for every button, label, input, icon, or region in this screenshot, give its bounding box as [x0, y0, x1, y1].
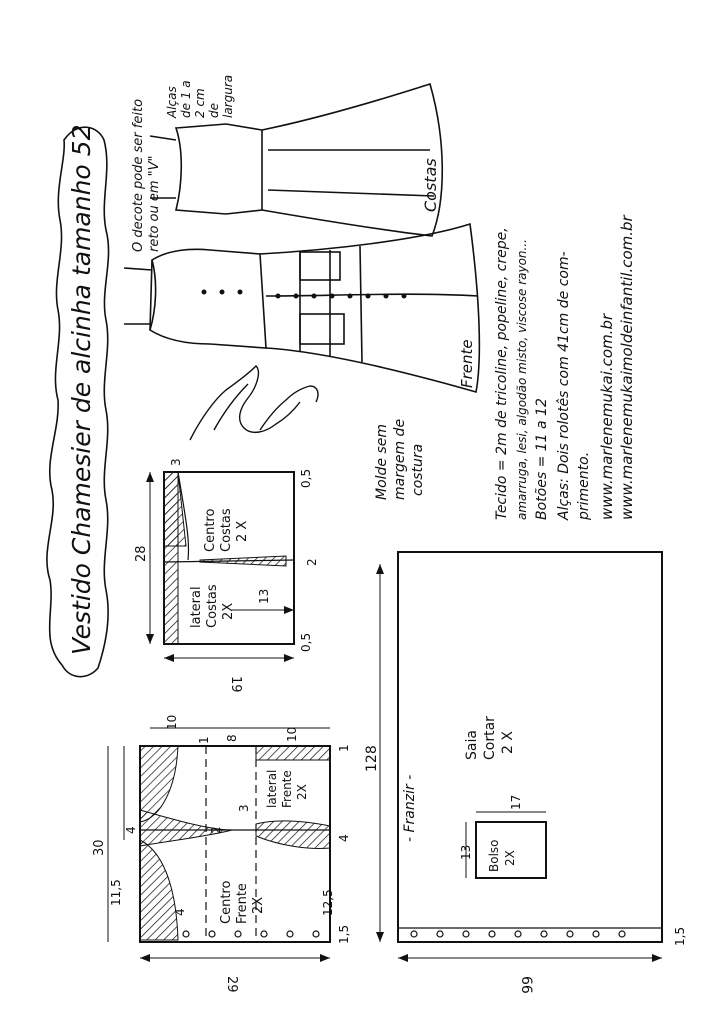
- svg-text:2 X: 2 X: [500, 731, 516, 754]
- materials-note: [494, 214, 636, 521]
- skirt-height-label: 66: [518, 976, 534, 994]
- svg-text:margem de: margem de: [392, 418, 408, 500]
- pocket-width-label: 13: [459, 844, 473, 860]
- back-side-piece-label: [189, 584, 236, 628]
- svg-text:lateral: lateral: [189, 586, 204, 628]
- front-corner-label: 4: [173, 908, 187, 916]
- back-side-width-label: 13: [257, 588, 271, 604]
- front-hem-label: 1,5: [337, 924, 351, 944]
- back-height-label: 19: [228, 676, 243, 693]
- view-front-label: Frente: [458, 339, 476, 388]
- back-mid-label: 2: [305, 558, 319, 566]
- front-buttonholes: [183, 931, 319, 937]
- back-bodice-pattern: [134, 458, 319, 692]
- neckline-note: [131, 99, 162, 252]
- svg-text:de: de: [207, 103, 221, 118]
- front-bodice-pattern: [92, 715, 351, 993]
- front-dart-label: 4: [124, 826, 138, 834]
- front-total-label: 30: [92, 839, 107, 856]
- front-side-label: 10: [285, 726, 299, 742]
- front-gap-label: 1: [197, 736, 211, 744]
- materials-line-5: primento.: [576, 451, 592, 520]
- back-bottom-label: 0,5: [299, 632, 313, 652]
- pocket-pattern: [459, 795, 546, 878]
- skirt-piece-label: [464, 716, 516, 760]
- seam-allowance-note: [374, 419, 426, 500]
- svg-text:2X: 2X: [295, 784, 309, 800]
- dress-illustration-front: [124, 224, 479, 392]
- skirt-gather-label: - Franzir -: [402, 774, 418, 842]
- front-right-dart-label: 4: [337, 834, 351, 842]
- front-neck-label: 10: [165, 714, 179, 730]
- svg-text:2 cm: 2 cm: [193, 88, 207, 118]
- svg-text:Costas: Costas: [205, 584, 220, 628]
- materials-line-3: Botões = 11 a 12: [534, 398, 550, 520]
- svg-text:Molde sem: Molde sem: [374, 423, 390, 500]
- materials-line-4: Alças: Dois rolotês com 41cm de com-: [556, 251, 572, 520]
- materials-line-7: www.marlenemukaimoldeinfantil.com.br: [618, 215, 636, 520]
- materials-line-2: amarruga, lesi, algodão misto, viscose rayon...: [515, 239, 529, 520]
- signature: [190, 366, 318, 440]
- pocket-height-label: 17: [509, 794, 523, 810]
- svg-text:largura: largura: [221, 74, 235, 118]
- front-side-dart-label: 3: [237, 804, 251, 812]
- svg-text:Centro: Centro: [203, 508, 218, 552]
- svg-text:de 1 a: de 1 a: [179, 80, 193, 118]
- svg-text:2X: 2X: [503, 850, 517, 866]
- skirt-hem-label: 1,5: [673, 926, 687, 946]
- back-width-label: 28: [134, 545, 149, 562]
- svg-text:Costas: Costas: [219, 508, 234, 552]
- view-back-label: Costas: [421, 158, 440, 212]
- pocket-piece-label: [487, 839, 517, 872]
- skirt-length-label: 128: [364, 745, 380, 772]
- back-center-piece-label: [203, 508, 250, 552]
- back-top-left-label: 0,5: [299, 468, 313, 488]
- materials-line-1: Tecido = 2m de tricoline, popeline, crepe,: [494, 227, 510, 520]
- skirt-buttonholes: [411, 931, 625, 937]
- title-text: Vestido Chamesier de alcinha tamanho 52: [67, 124, 96, 655]
- front-mid-label: 8: [225, 734, 239, 742]
- svg-text:Bolso: Bolso: [487, 839, 501, 872]
- svg-text:reto ou em "V": reto ou em "V": [147, 155, 162, 252]
- svg-text:O decote pode ser feito: O decote pode ser feito: [131, 98, 146, 252]
- svg-text:2X: 2X: [251, 896, 266, 914]
- svg-text:Saia: Saia: [464, 730, 480, 760]
- front-bottom-label: 12,5: [321, 889, 335, 916]
- back-top-right-label: 3: [169, 458, 183, 466]
- svg-text:lateral: lateral: [265, 769, 279, 808]
- front-left-edge-label: 11,5: [109, 879, 123, 906]
- front-center-piece-label: [219, 881, 266, 924]
- front-center-dart-label: 2: [209, 826, 223, 834]
- materials-line-6: www.marlenemukai.com.br: [598, 313, 616, 520]
- svg-text:Frente: Frente: [235, 883, 250, 924]
- front-right-label: 1: [337, 744, 351, 752]
- svg-text:Cortar: Cortar: [482, 716, 498, 760]
- front-hip-label: 29: [224, 976, 239, 993]
- svg-text:costura: costura: [410, 443, 426, 496]
- svg-text:2 X: 2 X: [235, 520, 250, 542]
- title-cloud: [47, 125, 109, 677]
- front-side-piece-label: [265, 770, 309, 808]
- svg-text:Centro: Centro: [219, 880, 234, 924]
- svg-text:2X: 2X: [221, 602, 236, 620]
- svg-text:Frente: Frente: [280, 770, 294, 808]
- strap-note: [165, 75, 235, 119]
- skirt-pattern: [364, 552, 687, 994]
- svg-text:Alças: Alças: [165, 86, 179, 118]
